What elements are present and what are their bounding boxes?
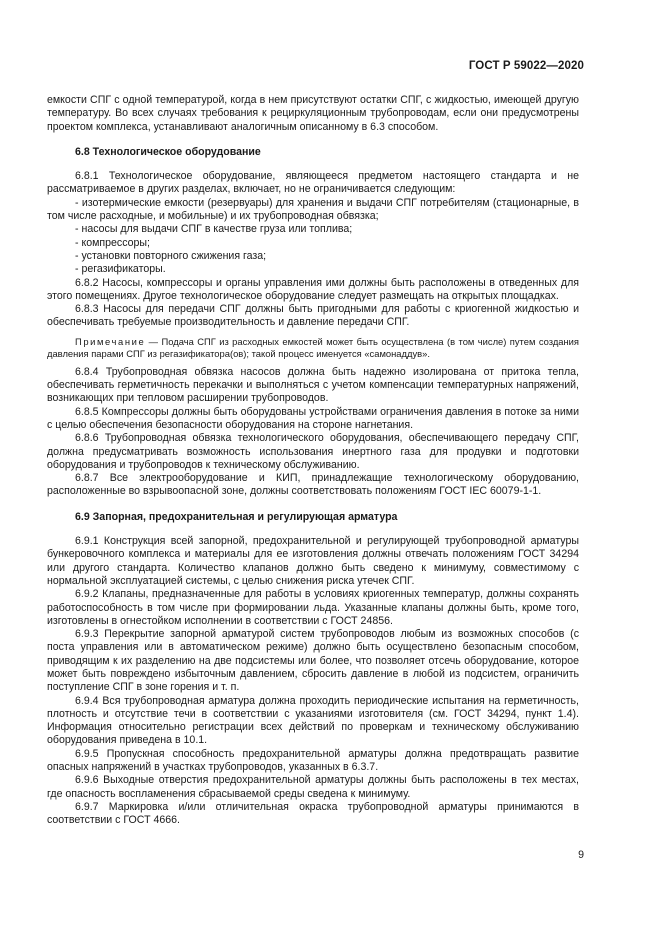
clause-6-9-4: 6.9.4 Вся трубопроводная арматура должна проходить периодические испытания на герметичность, плотность и отсутствие течи в соответствии с указаниями изготовителя (см. ГОСТ 34294, пункт 1.4). Информация относительно регистрации всех действий по проверкам и техническому обслуживанию оборудования приведена в 10.1. bbox=[47, 694, 579, 747]
list-item: - регазификаторы. bbox=[75, 263, 166, 276]
note-label: Примечание bbox=[75, 335, 146, 347]
clause-6-9-1: 6.9.1 Конструкция всей запорной, предохранительной и регулирующей трубопроводной арматуры бункеровочного комплекса и материалы для ее изготовления должны отвечать положениям ГОСТ 34294 или другого стандарта. Количество клапанов должно быть сведено к минимуму, совместимому с нормальной эксплуатацией системы, с целью снижения риска утечек СПГ. bbox=[47, 535, 579, 587]
standard-code-header: ГОСТ Р 59022—2020 bbox=[468, 60, 584, 72]
section-6-9-title: 6.9 Запорная, предохранительная и регулирующая арматура bbox=[75, 510, 398, 523]
list-item: - насосы для выдачи СПГ в качестве груза или топлива; bbox=[75, 223, 353, 236]
clause-6-9-2: 6.9.2 Клапаны, предназначенные для работы в условиях криогенных температур, должны сохранять работоспособность в том числе при формировании льда. Указанные клапаны должны быть, кроме того, изготовлены в огнестойком исполнении в соответствии с ГОСТ 24856. bbox=[47, 588, 579, 627]
clause-6-9-5: 6.9.5 Пропускная способность предохранительной арматуры должна предотвращать развитие опасных напряжений в участках трубопроводов, указанных в 6.3.7. bbox=[47, 747, 579, 774]
page-number: 9 bbox=[578, 849, 584, 861]
clause-6-9-3: 6.9.3 Перекрытие запорной арматурой систем трубопроводов любым из возможных способов (с поста управления или в автоматическом режиме) должно быть осуществлено безопасным способом, приводящим к их разделению на две подсистемы или более, что позволяет отсечь оборудование, которое может быть повреждено избыточным давлением, сбросить давление в любой из подсистем, ограничить поступление СПГ в зоне горения и т. п. bbox=[47, 628, 579, 694]
clause-6-8-2: 6.8.2 Насосы, компрессоры и органы управления ими должны быть расположены в отведенных для этого помещениях. Другое технологическое оборудование следует размещать на открытых площадках. bbox=[47, 276, 579, 302]
clause-6-8-7: 6.8.7 Все электрооборудование и КИП, принадлежащие технологическому оборудованию, расположенные во взрывоопасной зоне, должны соответствовать положениям ГОСТ IEC 60079-1-1. bbox=[47, 472, 579, 498]
clause-6-8-5: 6.8.5 Компрессоры должны быть оборудованы устройствами ограничения давления в потоке за ними с целью обеспечения безопасности оборудования на стороне нагнетания. bbox=[47, 405, 579, 431]
clause-6-8-4: 6.8.4 Трубопроводная обвязка насосов должна быть надежно изолирована от притока тепла, обеспечивать герметичность перекачки и выполняться с учетом компенсации температурных напряжений, возникающих при тепловом расширении трубопроводов. bbox=[47, 365, 579, 405]
note-block bbox=[47, 336, 579, 360]
clause-6-8-6: 6.8.6 Трубопроводная обвязка технологического оборудования, обеспечивающего передачу СПГ, должна предусматривать возможность использования инертного газа для продувки и подготовки оборудования и трубопроводов к техническому обслуживанию. bbox=[47, 432, 579, 471]
clause-6-9-7: 6.9.7 Маркировка и/или отличительная окраска трубопроводной арматуры принимаются в соответствии с ГОСТ 4666. bbox=[47, 800, 579, 827]
note-text: — Подача СПГ из расходных емкостей может быть осуществлена (в том числе) путем создания давления парами СПГ из регазификатора(ов); такой процесс именуется «самонаддув». bbox=[47, 335, 579, 359]
clause-6-8-1: 6.8.1 Технологическое оборудование, являющееся предметом настоящего стандарта и не рассматриваемое в других разделах, включает, но не ограничивается следующим: bbox=[47, 170, 579, 196]
clause-6-8-3: 6.8.3 Насосы для передачи СПГ должны быть пригодными для работы с криогенной жидкостью и обеспечивать требуемые производительность и давление передачи СПГ. bbox=[47, 303, 579, 329]
list-item: - изотермические емкости (резервуары) для хранения и выдачи СПГ потребителям (стационарные, в том числе расходные, и мобильные) и их трубопроводная обвязка; bbox=[47, 196, 579, 223]
intro-paragraph: емкости СПГ с одной температурой, когда в нем присутствуют остатки СПГ, с жидкостью, имеющей другую температуру. Во всех случаях требования к рециркуляционным трубопроводам, если они предусмотрены проектом комплекса, устанавливают аналогичным описанному в 6.3 способом. bbox=[47, 94, 579, 133]
clause-6-9-6: 6.9.6 Выходные отверстия предохранительной арматуры должны быть расположены в тех местах, где опасность воспламенения сбрасываемой среды сведена к минимуму. bbox=[47, 774, 579, 800]
list-item: - установки повторного сжижения газа; bbox=[75, 249, 267, 262]
document-body bbox=[47, 94, 579, 828]
section-6-8-title: 6.8 Технологическое оборудование bbox=[75, 145, 261, 158]
list-item: - компрессоры; bbox=[75, 236, 150, 249]
